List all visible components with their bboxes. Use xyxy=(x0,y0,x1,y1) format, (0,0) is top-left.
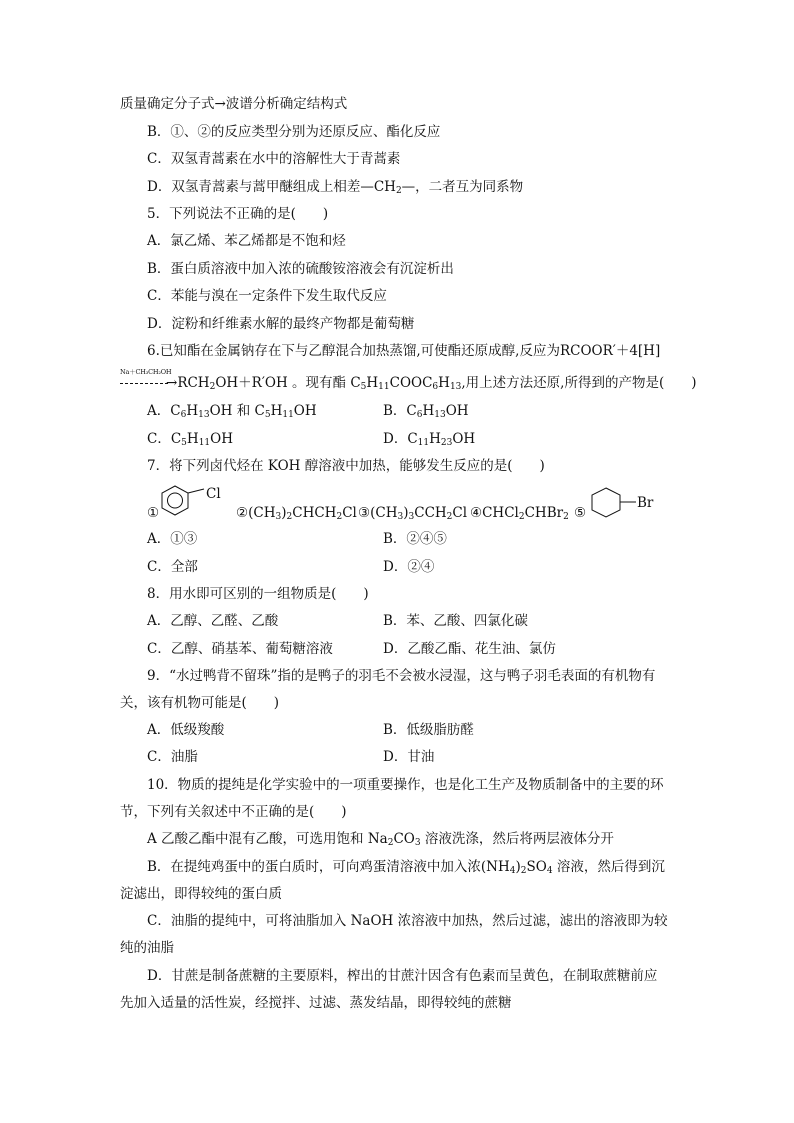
q10-stem-line2: 节，下列有关叙述中不正确的是( ) xyxy=(120,804,347,820)
q7-option-a: A．①③ xyxy=(147,531,198,547)
q6-reaction-arrow xyxy=(120,383,168,386)
q9-stem-line2: 关，该有机物可能是( ) xyxy=(120,695,280,711)
q9-option-d: D．甘油 xyxy=(383,749,435,765)
q7-option-b: B．②④⑤ xyxy=(383,531,447,547)
q5-option-c: C．苯能与溴在一定条件下发生取代反应 xyxy=(147,288,387,304)
q5-stem: 5．下列说法不正确的是( ) xyxy=(147,206,329,222)
q7-option-c: C．全部 xyxy=(147,559,198,575)
q8-option-b: B．苯、乙酸、四氯化碳 xyxy=(383,613,528,629)
q7-item4: ④CHCl$_2$CHBr$_2$ xyxy=(470,505,569,522)
q10-option-c-line1: C．油脂的提纯中，可将油脂加入 NaOH 浓溶液中加热，然后过滤，滤出的溶液即为较 xyxy=(147,913,668,929)
q6-option-a: A．$C_6H_{13}OH$ 和 $C_5H_{11}OH$ xyxy=(147,403,317,420)
q6-option-b: B．$C_6H_{13}OH$ xyxy=(383,403,469,420)
q4-option-d: D．双氢青蒿素与蒿甲醚组成上相差$—CH_2—$，二者互为同系物 xyxy=(147,179,524,196)
q8-stem: 8．用水即可区别的一组物质是( ) xyxy=(147,586,369,602)
q7-item1-label: ① xyxy=(147,505,160,521)
q6-option-d: D．$C_{11}H_{23}OH$ xyxy=(383,431,476,448)
q4-option-c: C．双氢青蒿素在水中的溶解性大于青蒿素 xyxy=(147,151,401,167)
q10-option-b-line1: B．在提纯鸡蛋中的蛋白质时，可向鸡蛋清溶液中加入浓$(NH_4)_2SO_4$ 溶液，然后得到沉 xyxy=(147,859,665,876)
q7-item5-br: Br xyxy=(637,495,654,511)
q7-stem: 7．将下列卤代烃在 KOH 醇溶液中加热，能够发生反应的是( ) xyxy=(147,458,545,474)
q10-option-d-line1: D．甘蔗是制备蔗糖的主要原料，榨出的甘蔗汁因含有色素而呈黄色，在制取蔗糖前应 xyxy=(147,968,658,984)
q6-reaction-line: $\to RCH_2OH+R'OH$ 。现有酯 $C_5H_{11}COOC_6H_{13}$,用上述方法还原,所得到的产物是( ) xyxy=(166,375,697,392)
q7-item1-cl: Cl xyxy=(206,486,221,502)
q6-reaction-condition: Na＋CH₃CH₂OH xyxy=(120,368,172,376)
q8-option-a: A．乙醇、乙醛、乙酸 xyxy=(147,613,279,629)
q5-option-d: D．淀粉和纤维素水解的最终产物都是葡萄糖 xyxy=(147,316,415,332)
q7-item2: $②(CH_3)_2CHCH_2Cl$ xyxy=(236,505,357,522)
q8-option-d: D．乙酸乙酯、花生油、氯仿 xyxy=(383,641,556,657)
q6-stem: 6.已知酯在金属钠存在下与乙醇混合加热蒸馏,可使酯还原成醇,反应为RCOOR′＋4[H] xyxy=(147,343,661,359)
q4-option-b: B．①、②的反应类型分别为还原反应、酯化反应 xyxy=(147,124,441,140)
q7-item5-label: ⑤ xyxy=(574,505,587,521)
q9-option-a: A．低级羧酸 xyxy=(147,722,225,738)
q6-option-c: C．$C_5H_{11}OH$ xyxy=(147,431,233,448)
q10-option-d-line2: 先加入适量的活性炭，经搅拌、过滤、蒸发结晶，即得较纯的蔗糖 xyxy=(120,995,512,1011)
q5-option-b: B．蛋白质溶液中加入浓的硫酸铵溶液会有沉淀析出 xyxy=(147,261,454,277)
q4-continuation: 质量确定分子式→波谱分析确定结构式 xyxy=(120,96,348,112)
q10-option-c-line2: 纯的油脂 xyxy=(120,940,174,956)
q9-stem-line1: 9．“水过鸭背不留珠”指的是鸭子的羽毛不会被水浸湿，这与鸭子羽毛表面的有机物有 xyxy=(147,668,656,684)
q10-option-a: A 乙酸乙酯中混有乙酸，可选用饱和 $Na_2CO_3$ 溶液洗涤，然后将两层液体分开 xyxy=(147,831,614,848)
q8-option-c: C．乙醇、硝基苯、葡萄糖溶液 xyxy=(147,641,333,657)
q5-option-a: A．氯乙烯、苯乙烯都是不饱和烃 xyxy=(147,233,346,249)
q9-option-b: B．低级脂肪醛 xyxy=(383,722,474,738)
q7-item3: $③(CH_3)_3CCH_2Cl$ xyxy=(358,505,468,522)
q7-option-d: D．②④ xyxy=(383,559,435,575)
q9-option-c: C．油脂 xyxy=(147,749,198,765)
q10-stem-line1: 10．物质的提纯是化学实验中的一项重要操作，也是化工生产及物质制备中的主要的环 xyxy=(147,777,664,793)
q10-option-b-line2: 淀滤出，即得较纯的蛋白质 xyxy=(120,886,282,902)
